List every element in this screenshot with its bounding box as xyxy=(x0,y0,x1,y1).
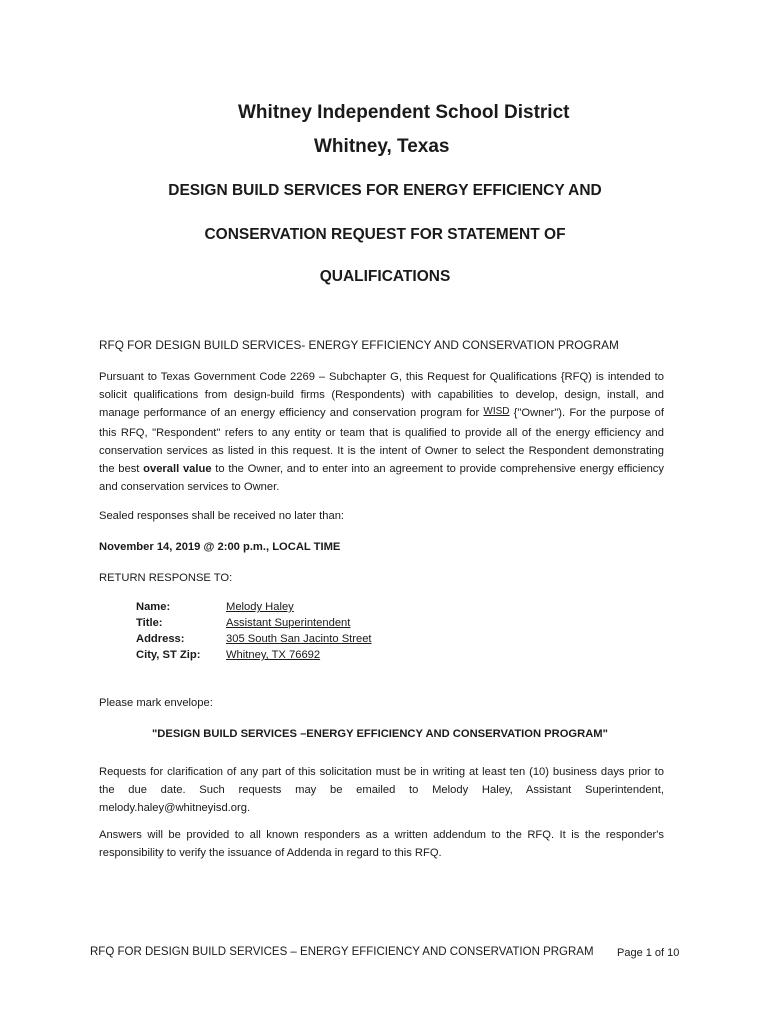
contact-table xyxy=(136,601,372,665)
contact-row-address xyxy=(136,633,372,649)
title-line-3: QUALIFICATIONS xyxy=(319,268,451,285)
address-value: 305 South San Jacinto Street xyxy=(226,633,372,645)
answers-paragraph: Answers will be provided to all known responders as a written addendum to the RFQ. It is the responder's responsibility to verify the issuance of Addenda in regard to this RFQ. xyxy=(99,829,664,860)
city-value: Whitney, TX 76692 xyxy=(226,649,321,661)
envelope-label: Please mark envelope: xyxy=(99,697,213,709)
rfq-heading: RFQ FOR DESIGN BUILD SERVICES- ENERGY EFFICIENCY AND CONSERVATION PROGRAM xyxy=(99,338,619,352)
sealed-responses-text: Sealed responses shall be received no later than: xyxy=(99,510,345,522)
intro-part-3: to the Owner, and to enter into an agreement to provide comprehensive energy efficiency and conservation services to Owner. xyxy=(99,463,664,494)
deadline: November 14, 2019 @ 2:00 p.m., LOCAL TIME xyxy=(99,541,341,553)
owner-abbreviation: WISD xyxy=(483,406,510,418)
contact-row-title xyxy=(136,617,372,633)
district-city: Whitney, Texas xyxy=(314,136,450,157)
footer-title: RFQ FOR DESIGN BUILD SERVICES – ENERGY EFFICIENCY AND CONSERVATION PRGRAM xyxy=(90,946,594,958)
clarification-paragraph: Requests for clarification of any part of this solicitation must be in writing at least ten (10) business days prior to the due date. Such requests may be emailed to Melody Haley, Assistant Superintendent, melody.haley@whitneyisd.org. xyxy=(99,766,664,815)
title-value: Assistant Superintendent xyxy=(226,617,351,629)
contact-row-city xyxy=(136,649,372,665)
contact-row-name xyxy=(136,601,372,617)
title-label: Title: xyxy=(136,617,163,629)
title-line-1: DESIGN BUILD SERVICES FOR ENERGY EFFICIENCY AND xyxy=(168,182,602,199)
city-label: City, ST Zip: xyxy=(136,649,201,661)
address-label: Address: xyxy=(136,633,185,645)
envelope-marking: "DESIGN BUILD SERVICES –ENERGY EFFICIENCY AND CONSERVATION PROGRAM" xyxy=(152,728,608,740)
page-number: Page 1 of 10 xyxy=(617,947,680,959)
return-response-label: RETURN RESPONSE TO: xyxy=(99,572,233,584)
intro-bold-term: overall value xyxy=(143,463,212,476)
intro-part-2: {"Owner"). For the purpose of this RFQ, "Respondent" refers to any entity or team that is qualified to provide all of the energy efficiency and conservation services as listed in this request. It is the intent of Owner to select the Respondent demonstrating the best xyxy=(99,407,664,476)
district-name: Whitney Independent School District xyxy=(238,102,570,123)
name-label: Name: xyxy=(136,601,171,613)
title-line-2: CONSERVATION REQUEST FOR STATEMENT OF xyxy=(204,226,566,243)
name-value: Melody Haley xyxy=(226,601,294,613)
intro-part-1: Pursuant to Texas Government Code 2269 – Subchapter G, this Request for Qualifications {RFQ) is intended to solicit qualifications from design-build firms (Respondents) with capabilities to develop, design, install, and manage performance of an energy efficiency and conservation program for xyxy=(99,371,664,420)
intro-paragraph xyxy=(99,368,664,496)
